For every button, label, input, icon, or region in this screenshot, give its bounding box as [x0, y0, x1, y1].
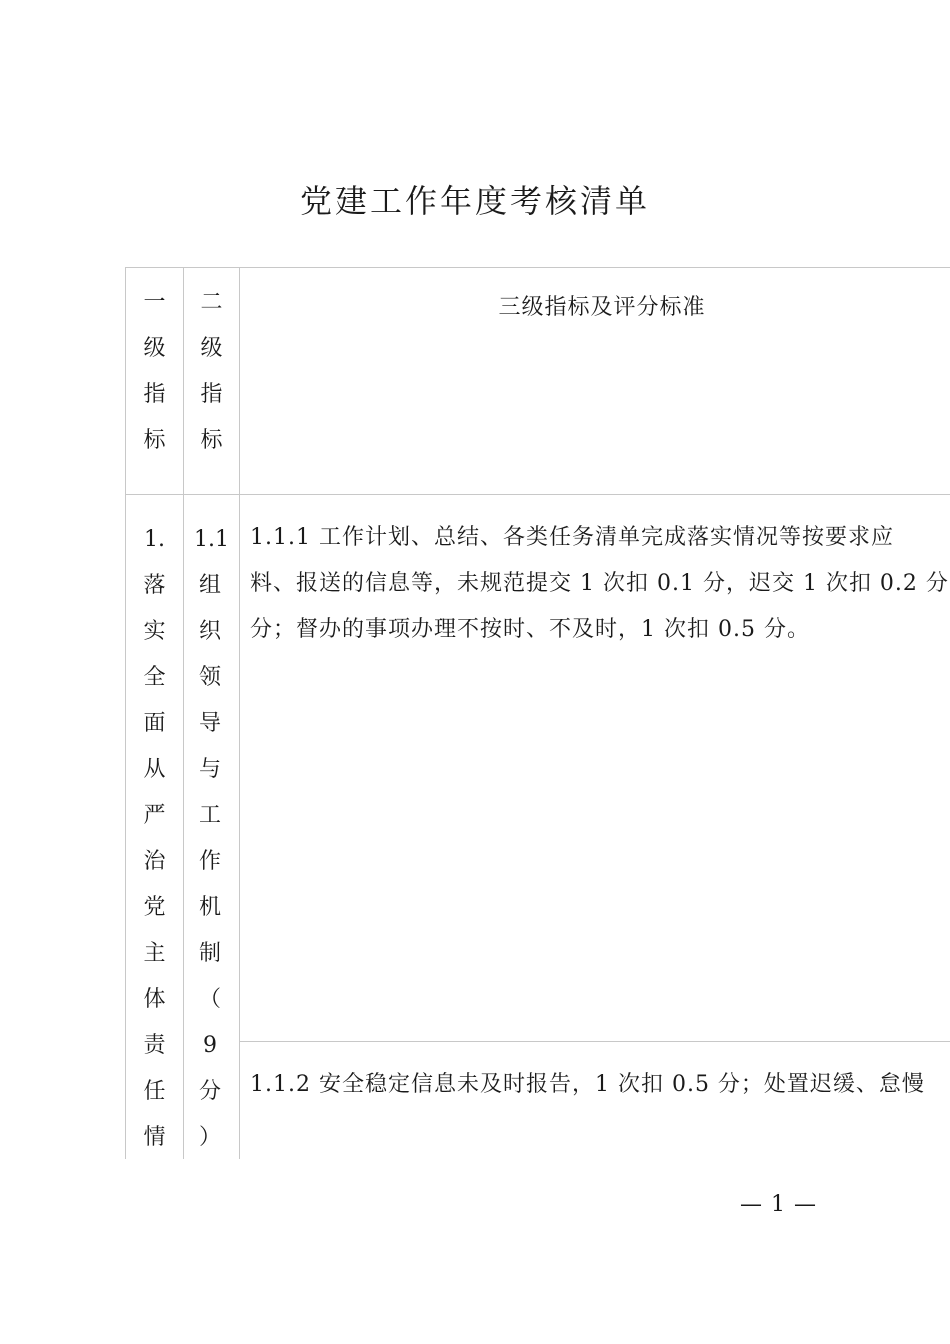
document-title: 党建工作年度考核清单: [299, 182, 650, 220]
vertical-char: 指: [200, 382, 223, 407]
vertical-char: 二: [200, 290, 223, 315]
vertical-char: 9: [203, 1033, 217, 1058]
vertical-char: 导: [198, 711, 221, 736]
vertical-char: 任: [143, 1079, 166, 1104]
table-header-row: [126, 268, 950, 495]
vertical-char: 级: [200, 336, 223, 361]
vertical-char: 1.: [144, 527, 165, 552]
item-1-1-2-line: 1.1.2 安全稳定信息未及时报告，1 次扣 0.5 分；处置迟缓、怠慢: [250, 1072, 925, 1097]
vertical-char: 制: [198, 941, 221, 966]
vertical-char: 与: [198, 757, 221, 782]
header-level1: [126, 268, 184, 495]
vertical-char: 1.1: [194, 527, 229, 552]
vertical-char: 领: [198, 665, 221, 690]
vertical-char: 主: [143, 941, 166, 966]
assessment-table: [125, 267, 950, 1159]
vertical-char: 严: [143, 803, 166, 828]
vertical-char: 全: [143, 665, 166, 690]
vertical-char: 实: [143, 619, 166, 644]
vertical-char: 党: [143, 895, 166, 920]
vertical-char: ）: [198, 1125, 221, 1150]
level1-indicator-cell: [126, 495, 184, 1160]
vertical-char: 治: [143, 849, 166, 874]
vertical-char: 分: [198, 1079, 221, 1104]
table-row: [126, 1042, 950, 1160]
item-1-1-1-line: 1.1.1 工作计划、总结、各类任务清单完成落实情况等按要求应: [250, 525, 894, 550]
vertical-char: 一: [143, 290, 166, 315]
vertical-char: 作: [198, 849, 221, 874]
vertical-char: 织: [198, 619, 221, 644]
table-row: [126, 495, 950, 1042]
header-level3: 三级指标及评分标准: [240, 268, 950, 495]
header-level2: [184, 268, 240, 495]
vertical-char: 责: [143, 1033, 166, 1058]
vertical-char: 落: [143, 573, 166, 598]
item-1-1-1-line: 料、报送的信息等，未规范提交 1 次扣 0.1 分，迟交 1 次扣 0.2 分: [250, 571, 949, 596]
vertical-char: （: [198, 987, 221, 1012]
vertical-char: 组: [198, 573, 221, 598]
vertical-char: 机: [198, 895, 221, 920]
item-1-1-1-cell: [240, 495, 950, 1042]
vertical-char: 指: [143, 382, 166, 407]
page-number: — 1 —: [740, 1192, 817, 1217]
vertical-char: 标: [200, 428, 223, 453]
level2-indicator-cell: [184, 495, 240, 1160]
item-1-1-1-line: 分；督办的事项办理不按时、不及时，1 次扣 0.5 分。: [250, 617, 810, 642]
vertical-char: 工: [198, 803, 221, 828]
vertical-char: 面: [143, 711, 166, 736]
vertical-char: 情: [143, 1125, 166, 1150]
vertical-char: 体: [143, 987, 166, 1012]
item-1-1-2-cell: [240, 1042, 950, 1160]
vertical-char: 从: [143, 757, 166, 782]
vertical-char: 级: [143, 336, 166, 361]
vertical-char: 标: [143, 428, 166, 453]
